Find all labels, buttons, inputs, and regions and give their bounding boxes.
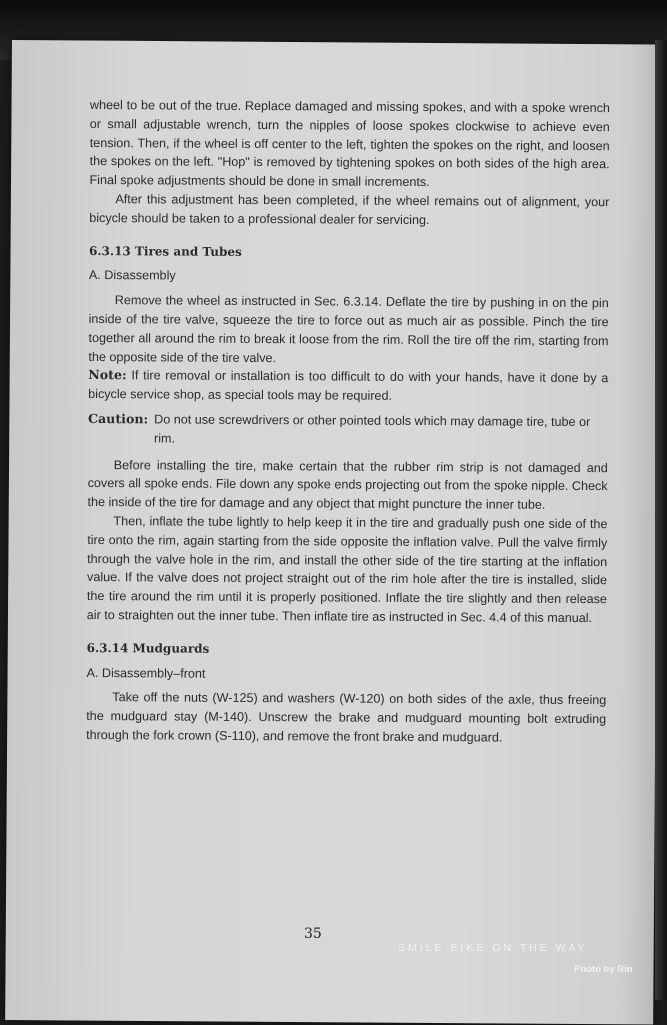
subheading-disassembly: A. Disassembly bbox=[88, 268, 176, 283]
section-heading-tires: 6.3.13 Tires and Tubes bbox=[89, 243, 242, 259]
paragraph-wheel-truing: wheel to be out of the true. Replace damaged and missing spokes, and with a spoke wrench or small adjustable wrench, turn the nipples of loose spokes clockwise to achieve even tension. Then, if the wheel is off center to the left, tighten the spokes on the right, and loosen the spokes on the left. "Hop" is removed by tightening spokes on both sides of the high area. Final spoke adjustments should be done in small increments. bbox=[89, 97, 610, 190]
caution-text: Do not use screwdrivers or other pointed tools which may damage tire, tube or rim. bbox=[154, 412, 591, 446]
photo-credit: Photo by Rin bbox=[574, 964, 633, 975]
note-block bbox=[88, 366, 608, 407]
paragraph-before-installing: Before installing the tire, make certain that the rubber rim strip is not damaged and covers all spoke ends. File down any spoke ends projecting out from the spoke nipple. Check the inside of the tire for damage and any object that might puncture the inner tube. bbox=[87, 457, 608, 512]
page-number: 35 bbox=[304, 926, 322, 942]
note-text: If tire removal or installation is too difficult to do with your hands, have it done by a bicycle service shop, as special tools may be required. bbox=[88, 368, 609, 404]
paragraph-tire-removal: Remove the wheel as instructed in Sec. 6.3.14. Deflate the tire by pushing in on the pin inside of the tire valve, squeeze the tire to force out as much air as possible. Pinch the tire together all around the rim to break it loose from the rim. Roll the tire off the rim, starting from the opposite side of the tire valve. bbox=[88, 293, 609, 365]
book-edge bbox=[655, 40, 667, 1000]
section-heading-mudguards: 6.3.14 Mudguards bbox=[86, 640, 210, 656]
caution-label: Caution: bbox=[87, 410, 149, 427]
subheading-disassembly-front: A. Disassembly–front bbox=[86, 665, 206, 681]
paragraph-alignment: After this adjustment has been completed, if the wheel remains out of alignment, your bicycle should be taken to a professional dealer for servicing. bbox=[89, 192, 610, 227]
page-content bbox=[86, 96, 610, 748]
watermark-text: SMILE BIKE ON THE WAY bbox=[398, 942, 588, 954]
note-label: Note: bbox=[88, 367, 127, 383]
paragraph-inflate: Then, inflate the tube lightly to help keep it in the tire and gradually push one side of the tire onto the rim, again starting from the side opposite the inflation valve. Pull the valve firmly through the valve hole in the rim, and install the other side of the tire starting at the inflation value. If the valve does not project straight out of the rim hole after the tire is installed, slide the tire around the rim until it is properly positioned. Inflate the tire slightly and then release air to straighten out the inner tube. Then inflate tire as instructed in Sec. 4.4 of this manual. bbox=[86, 514, 608, 625]
caution-block bbox=[88, 410, 608, 451]
paragraph-mudguard-removal: Take off the nuts (W-125) and washers (W-120) on both sides of the axle, thus freeing the mudguard stay (M-140). Unscrew the brake and mudguard mounting bolt extruding through the fork crown (S-110), and remove the front brake and mudguard. bbox=[86, 690, 607, 745]
